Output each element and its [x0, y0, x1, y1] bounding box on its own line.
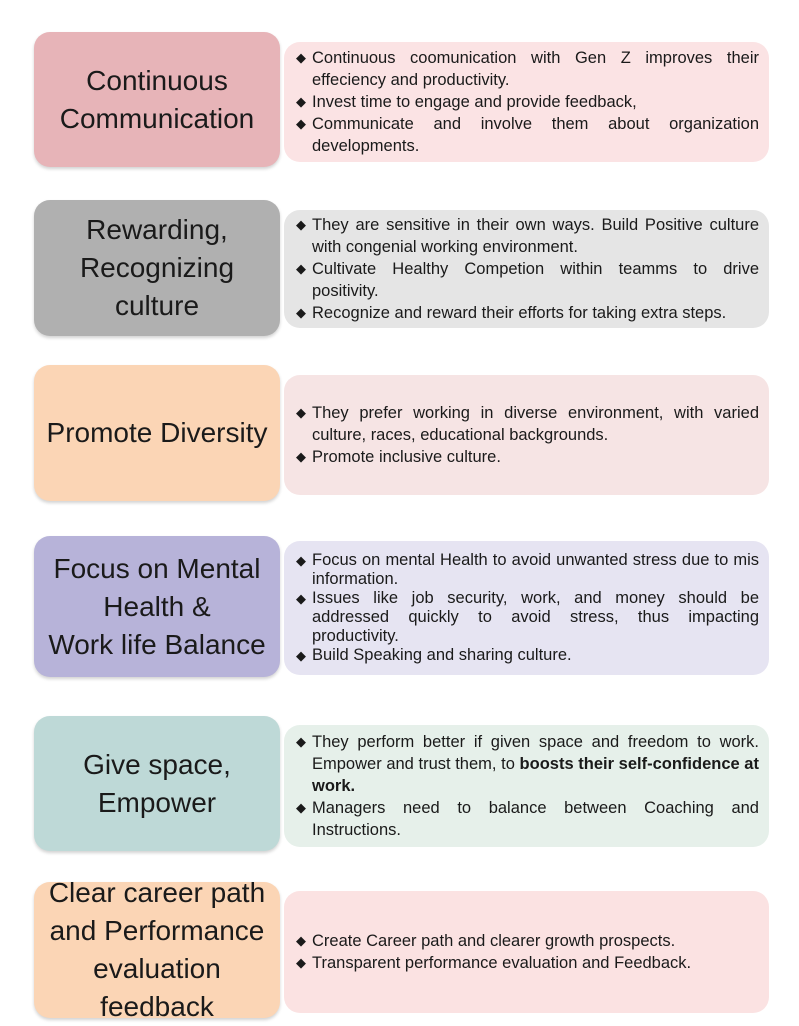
bullet-item: ◆ Build Speaking and sharing culture. [296, 646, 572, 664]
bullet-item: ◆ Transparent performance evaluation and Feedback. [296, 954, 692, 972]
label-line: Communication [59, 102, 255, 134]
label-line: Clear career path [48, 877, 266, 908]
label-line: Continuous [86, 64, 228, 96]
detail-box [284, 42, 769, 162]
bullet-item: ◆ Create Career path and clearer growth prospects. [296, 932, 676, 950]
bullet-item: ◆ They perform better if given space and freedom to work. Empower and trust them, to boosts their self-confidence at work. [296, 733, 759, 795]
diamond-icon: ◆ [296, 217, 306, 232]
label-line: culture [114, 290, 200, 321]
diamond-icon: ◆ [296, 591, 306, 606]
label-line: evaluation feedback [93, 953, 221, 1022]
label-line: Health & [103, 590, 211, 622]
label-box [34, 32, 280, 167]
label-box [34, 365, 280, 501]
bullet-item: ◆ They prefer working in diverse environment, with varied culture, races, educational backgrounds. [296, 404, 759, 444]
bullet-item: ◆ They are sensitive in their own ways. Build Positive culture with congenial working environment. [296, 216, 759, 256]
diamond-icon: ◆ [296, 305, 306, 320]
bullet-item: ◆ Cultivate Healthy Competion within teamms to drive positivity. [296, 260, 759, 300]
bullet-item: ◆ Focus on mental Health to avoid unwanted stress due to mis information. [296, 551, 759, 588]
diamond-icon: ◆ [296, 261, 306, 276]
diamond-icon: ◆ [296, 116, 306, 131]
label-line: Promote Diversity [46, 417, 268, 448]
bullet-item: ◆ Managers need to balance between Coaching and Instructions. [296, 799, 759, 839]
diamond-icon: ◆ [296, 405, 306, 420]
bullet-item: ◆ Communicate and involve them about organization developments. [296, 115, 759, 155]
emphasis-text: boosts their self-confidence at work. [312, 755, 759, 795]
label-line: Recognizing [79, 252, 235, 283]
label-box [34, 877, 280, 1022]
bullet-item: ◆ Recognize and reward their efforts for taking extra steps. [296, 304, 727, 322]
diamond-icon: ◆ [296, 648, 306, 663]
label-box [34, 716, 280, 851]
diamond-icon: ◆ [296, 800, 306, 815]
diamond-icon: ◆ [296, 933, 306, 948]
bullet-item: ◆ Continuous coomunication with Gen Z improves their effeciency and productivity. [296, 49, 759, 89]
label-line: Rewarding, [86, 214, 228, 245]
label-line: Empower [97, 786, 217, 818]
bullet-item: ◆ Promote inclusive culture. [296, 448, 501, 466]
label-line: and Performance [49, 915, 265, 946]
label-box [34, 200, 280, 336]
detail-box [284, 210, 769, 328]
diamond-icon: ◆ [296, 734, 306, 749]
label-line: Focus on Mental [53, 552, 261, 584]
label-line: Give space, [83, 748, 231, 780]
diamond-icon: ◆ [296, 50, 306, 65]
label-box [34, 536, 280, 677]
diamond-icon: ◆ [296, 553, 306, 568]
detail-box [284, 541, 769, 675]
bullet-item: ◆ Invest time to engage and provide feedback, [296, 93, 637, 111]
diamond-icon: ◆ [296, 449, 306, 464]
detail-box [284, 725, 769, 847]
detail-box [284, 375, 769, 495]
label-line: Work life Balance [48, 628, 266, 660]
detail-box [284, 891, 769, 1013]
diamond-icon: ◆ [296, 955, 306, 970]
bullet-item: ◆ Issues like job security, work, and money should be addressed quickly to avoid stress, thus impacting productivity. [296, 589, 759, 645]
diamond-icon: ◆ [296, 94, 306, 109]
